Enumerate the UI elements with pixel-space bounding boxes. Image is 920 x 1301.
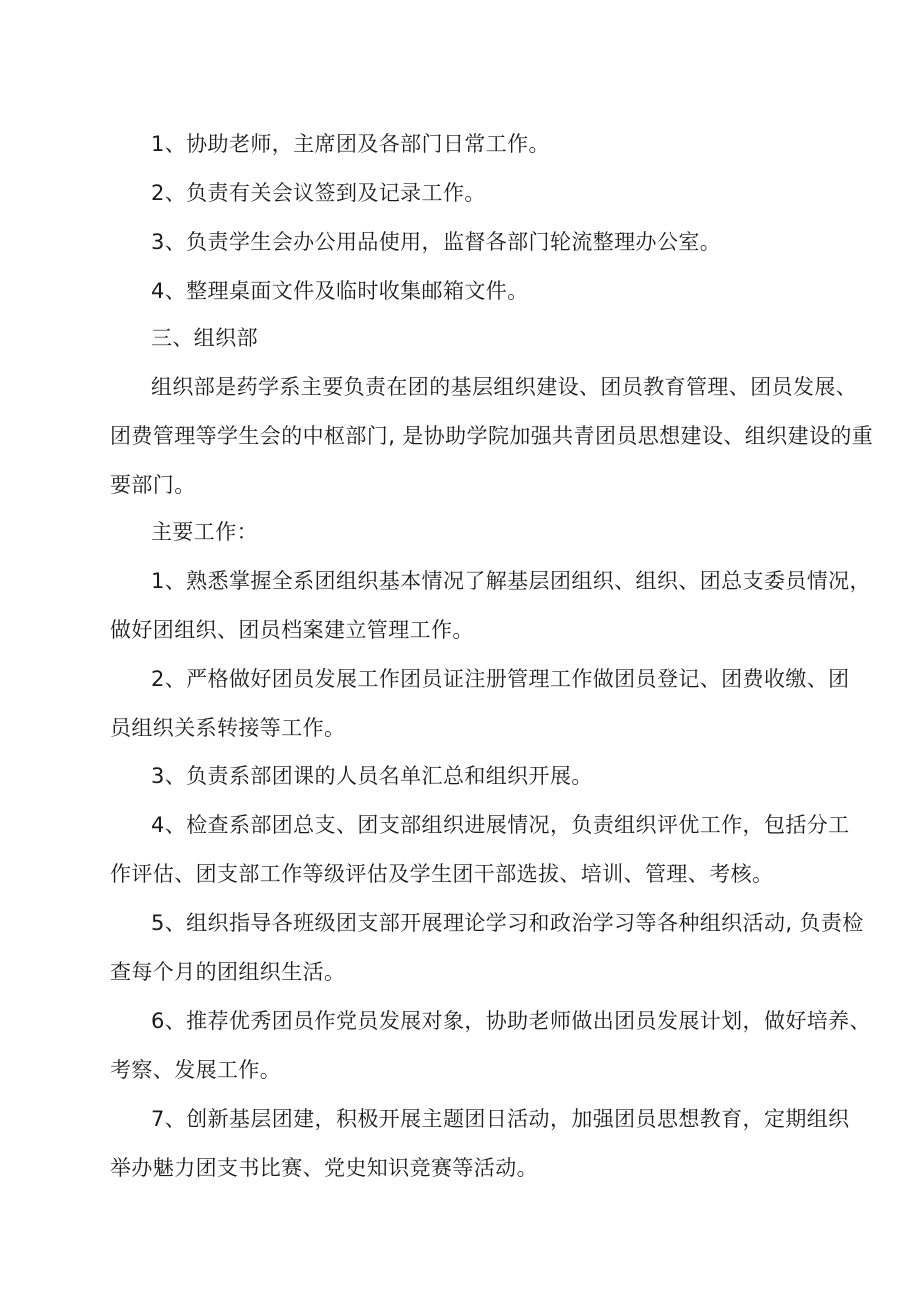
intro-line: 要部门。 <box>110 473 196 497</box>
intro-line: 组织部是药学系主要负责在团的基层组织建设、团员教育管理、团员发展、 <box>151 375 858 399</box>
work-item-line: 2、严格做好团员发展工作团员证注册管理工作做团员登记、团费收缴、团 <box>151 667 850 691</box>
office-duty-item: 1、协助老师，主席团及各部门日常工作。 <box>151 132 550 156</box>
work-item-line: 1、熟悉掌握全系团组织基本情况了解基层团组织、组织、团总支委员情况， <box>151 569 871 593</box>
work-item-line: 7、创新基层团建，积极开展主题团日活动，加强团员思想教育，定期组织 <box>151 1107 850 1131</box>
section-heading: 三、组织部 <box>151 326 258 350</box>
work-item-line: 查每个月的团组织生活。 <box>110 960 346 984</box>
office-duty-item: 4、整理桌面文件及临时收集邮箱文件。 <box>151 279 529 303</box>
main-work-label: 主要工作： <box>151 520 258 544</box>
work-item-line: 3、负责系部团课的人员名单汇总和组织开展。 <box>151 764 593 788</box>
office-duty-item: 2、负责有关会议签到及记录工作。 <box>151 181 486 205</box>
work-item-line: 4、检查系部团总支、团支部组织进展情况，负责组织评优工作，包括分工 <box>151 813 850 837</box>
work-item-line: 举办魅力团支书比赛、党史知识竞赛等活动。 <box>110 1156 538 1180</box>
work-item-line: 做好团组织、团员档案建立管理工作。 <box>110 618 474 642</box>
work-item-line: 6、推荐优秀团员作党员发展对象，协助老师做出团员发展计划，做好培养、 <box>151 1009 871 1033</box>
work-item-line: 5、组织指导各班级团支部开展理论学习和政治学习等各种组织活动, 负责检 <box>151 911 864 935</box>
work-item-line: 作评估、团支部工作等级评估及学生团干部选拔、培训、管理、考核。 <box>110 862 774 886</box>
work-item-line: 员组织关系转接等工作。 <box>110 716 346 740</box>
office-duty-item: 3、负责学生会办公用品使用，监督各部门轮流整理办公室。 <box>151 230 722 254</box>
intro-line: 团费管理等学生会的中枢部门, 是协助学院加强共青团员思想建设、组织建设的重 <box>110 424 874 448</box>
work-item-line: 考察、发展工作。 <box>110 1058 282 1082</box>
